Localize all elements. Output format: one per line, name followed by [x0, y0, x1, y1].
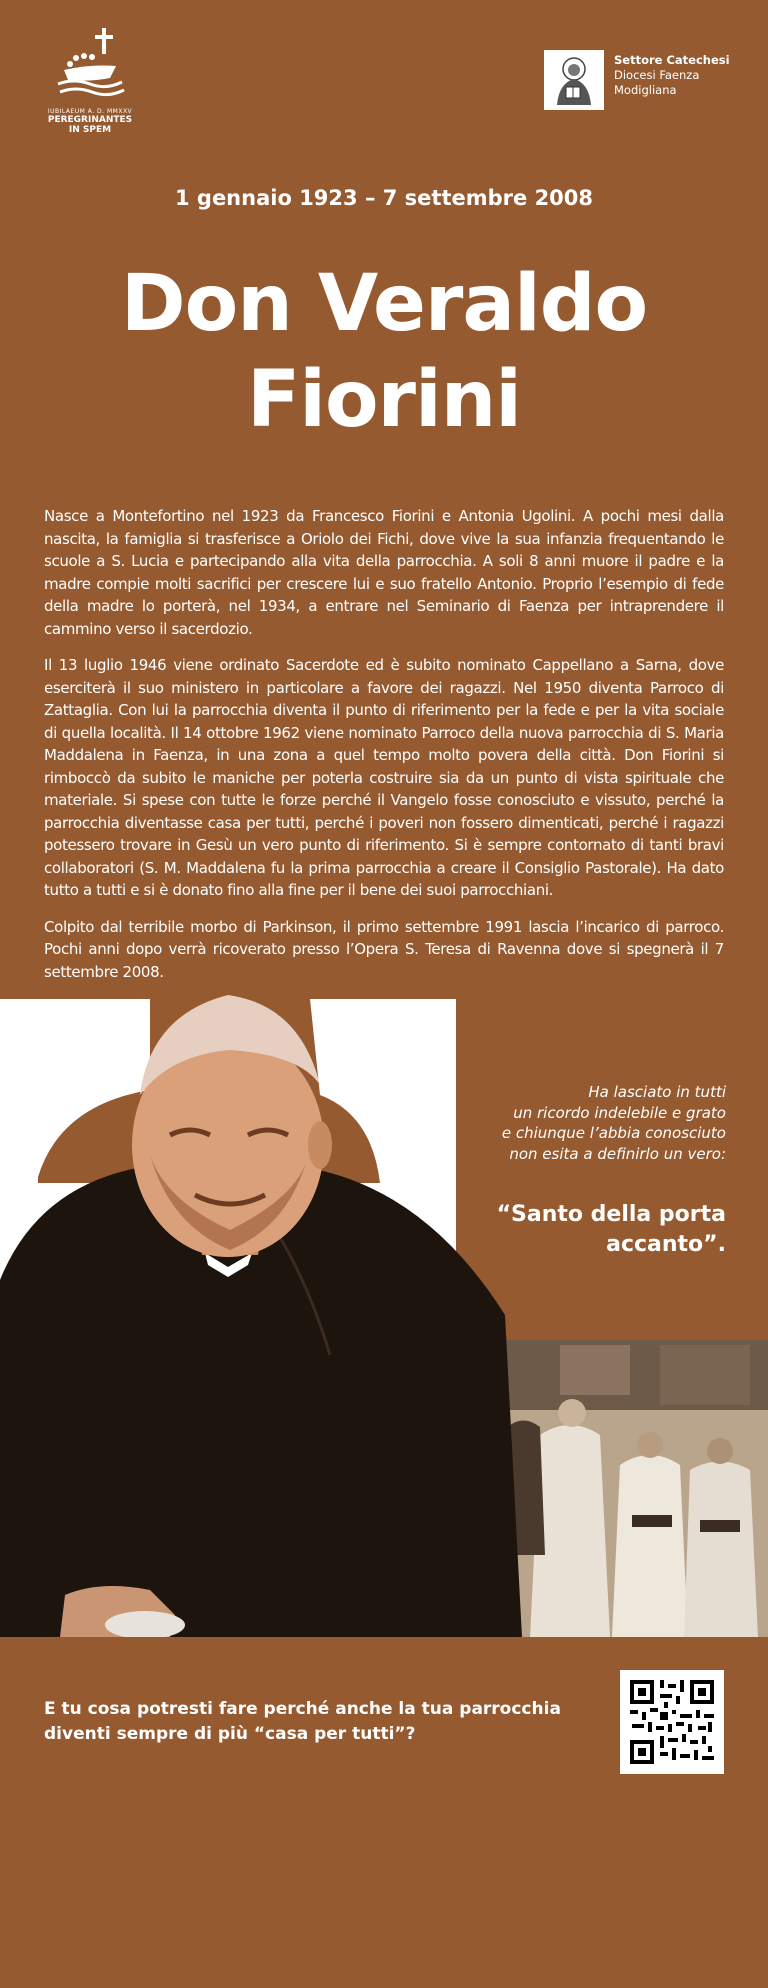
- jubilee-boat-cross-icon: [50, 26, 130, 106]
- biography: [44, 505, 724, 997]
- title-line-2: Fiorini: [246, 355, 522, 445]
- cta-line-2: diventi sempre di più “casa per tutti”?: [44, 1724, 416, 1744]
- bio-paragraph-3: Colpito dal terribile morbo di Parkinson, il primo settembre 1991 lascia l’incarico di parroco. Pochi anni dopo verrà ricoverato presso l’Opera S. Teresa di Ravenna dove si spegnerà il 7 settembre 2008.: [44, 917, 724, 981]
- jubilee-motto-line2: IN SPEM: [68, 125, 112, 135]
- life-dates: 1 gennaio 1923 – 7 settembre 2008: [174, 186, 594, 210]
- jubilee-motto-line1: PEREGRINANTES: [47, 115, 133, 125]
- title-line-1: Don Veraldo: [120, 259, 648, 349]
- page-title: [0, 256, 768, 448]
- quote-line-2: un ricordo indelebile e grato: [513, 1103, 726, 1122]
- quote-highlight: [497, 1200, 726, 1260]
- office-diocese-line1: Diocesi Faenza: [614, 68, 700, 82]
- bio-paragraph-1: Nasce a Montefortino nel 1923 da Francesco Fiorini e Antonia Ugolini. A pochi mesi dalla nascita, la famiglia si trasferisce a Oriolo dei Fichi, dove vive la sua infanzia frequentando le scuole a S. Lucia e partecipando alla vita della parrocchia. A soli 8 anni muore il padre e la madre compie molti sacrifici per crescere lui e suo fratello Antonio. Proprio l’esempio di fede della madre lo porterà, nel 1934, a entrare nel Seminario di Faenza per intraprendere il cammino verso il sacerdozio.: [44, 507, 724, 638]
- qr-code[interactable]: [620, 1670, 724, 1774]
- office-diocese-line2: Modigliana: [614, 83, 677, 97]
- quote-intro: [502, 1082, 726, 1164]
- office-name: Settore Catechesi: [614, 53, 730, 67]
- jubilee-small-text: IUBILAEUM A. D. MMXXV: [47, 108, 133, 115]
- quote-line-1: Ha lasciato in tutti: [588, 1083, 726, 1101]
- quote-highlight-line-1: “Santo della porta: [496, 1202, 726, 1227]
- cta-line-1: E tu cosa potresti fare perché anche la tua parrocchia: [44, 1699, 561, 1719]
- procession-photo: [505, 1340, 768, 1637]
- quote-line-3: e chiunque l’abbia conosciuto: [501, 1124, 726, 1142]
- jubilee-logo: [40, 26, 140, 135]
- bio-paragraph-2: Il 13 luglio 1946 viene ordinato Sacerdote ed è subito nominato Cappellano a Sarna, dove eserciterà il suo ministero in particolare a favore dei ragazzi. Nel 1950 diventa Parroco di Zattaglia. Con lui la parrocchia diventa il punto di riferimento per la fede e per la vita sociale di quella località. Il 14 ottobre 1962 viene nominato Parroco della nuova parrocchia di S. Maria Maddalena in Faenza, in una zona a quel tempo molto povera della città. Don Fiorini si rimboccò da subito le maniche per poterla costruire sia da un punto di vista spirituale che materiale. Si spese con tutte le forze perché il Vangelo fosse conosciuto e vissuto, perché la parrocchia diventasse casa per tutti, perché i poveri non fossero dimenticati, perché i ragazzi potessero trovare in Gesù un vero punto di riferimento. Si è sempre contornato di tanti bravi collaboratori (S. M. Maddalena fu la prima parrocchia a creare il Consiglio Pastorale). Ha dato tutto a tutti e si è donato fino alla fine per il bene dei suoi parrocchiani.: [44, 656, 724, 899]
- christ-icon: [544, 50, 604, 110]
- quote-line-4: non esita a definirlo un vero:: [509, 1144, 726, 1163]
- diocese-logo: [544, 50, 730, 110]
- call-to-action: [44, 1697, 584, 1747]
- quote-highlight-line-2: accanto”.: [606, 1232, 726, 1257]
